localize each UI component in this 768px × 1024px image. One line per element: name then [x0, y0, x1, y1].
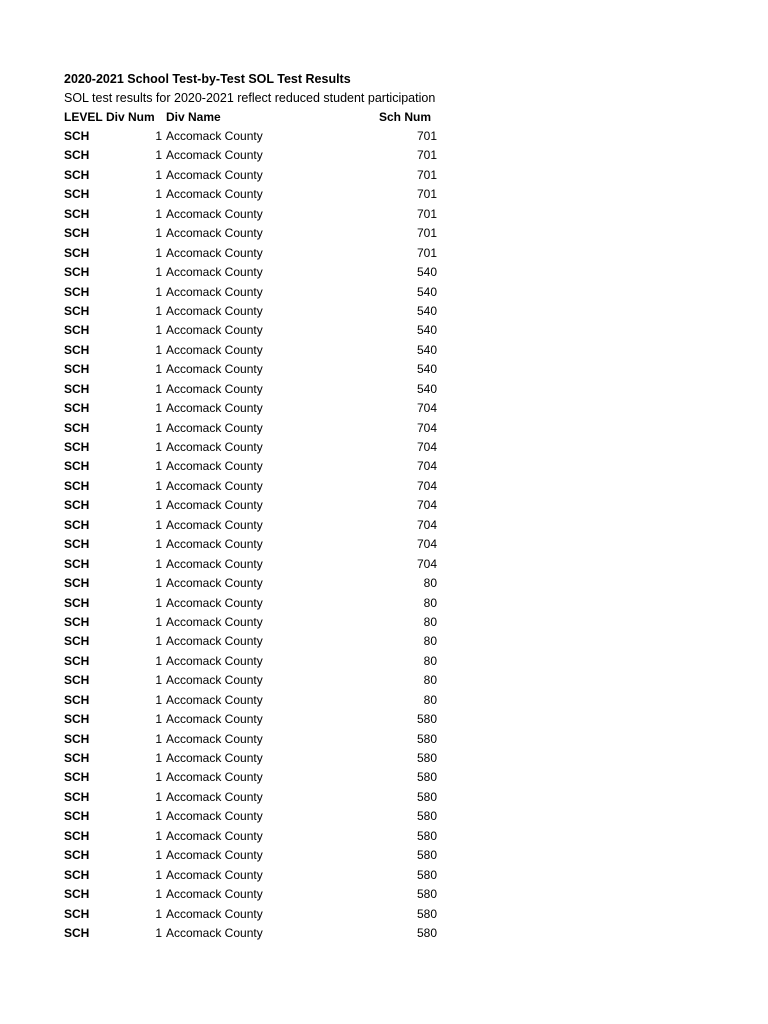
cell-div-name: Accomack County — [166, 673, 263, 688]
cell-level: SCH — [64, 381, 90, 396]
table-row — [0, 632, 768, 651]
table-row — [0, 341, 768, 360]
cell-sch-num: 580 — [416, 867, 437, 882]
cell-div-num: 1 — [155, 634, 162, 649]
table-row — [0, 302, 768, 321]
cell-div-name: Accomack County — [166, 478, 263, 493]
cell-sch-num: 580 — [416, 887, 437, 902]
cell-level: SCH — [64, 653, 90, 668]
cell-div-num: 1 — [155, 848, 162, 863]
data-table-body — [0, 127, 768, 943]
cell-sch-num: 540 — [416, 303, 437, 318]
table-row — [0, 827, 768, 846]
cell-level: SCH — [64, 556, 90, 571]
table-row — [0, 671, 768, 690]
cell-div-num: 1 — [155, 478, 162, 493]
cell-div-name: Accomack County — [166, 265, 263, 280]
cell-div-num: 1 — [155, 420, 162, 435]
cell-div-name: Accomack County — [166, 789, 263, 804]
cell-div-name: Accomack County — [166, 712, 263, 727]
cell-div-num: 1 — [155, 576, 162, 591]
cell-level: SCH — [64, 323, 90, 338]
table-row — [0, 457, 768, 476]
cell-sch-num: 704 — [416, 537, 437, 552]
cell-level: SCH — [64, 887, 90, 902]
cell-div-num: 1 — [155, 867, 162, 882]
cell-div-num: 1 — [155, 362, 162, 377]
cell-div-num: 1 — [155, 925, 162, 940]
cell-level: SCH — [64, 284, 90, 299]
cell-div-name: Accomack County — [166, 303, 263, 318]
cell-div-num: 1 — [155, 595, 162, 610]
cell-level: SCH — [64, 576, 90, 591]
cell-div-name: Accomack County — [166, 284, 263, 299]
cell-div-num: 1 — [155, 401, 162, 416]
cell-sch-num: 540 — [416, 265, 437, 280]
cell-level: SCH — [64, 401, 90, 416]
table-row — [0, 283, 768, 302]
cell-div-name: Accomack County — [166, 634, 263, 649]
cell-div-num: 1 — [155, 653, 162, 668]
cell-div-num: 1 — [155, 323, 162, 338]
cell-sch-num: 704 — [416, 556, 437, 571]
cell-div-name: Accomack County — [166, 129, 263, 143]
column-header-sch-num: Sch Num — [379, 110, 432, 124]
cell-level: SCH — [64, 906, 90, 921]
table-row — [0, 807, 768, 826]
table-row — [0, 905, 768, 924]
cell-div-num: 1 — [155, 284, 162, 299]
cell-div-num: 1 — [155, 206, 162, 221]
cell-sch-num: 580 — [416, 848, 437, 863]
sheet-subtitle: SOL test results for 2020-2021 reflect reduced student participation — [64, 91, 436, 105]
cell-div-name: Accomack County — [166, 770, 263, 785]
cell-div-num: 1 — [155, 673, 162, 688]
column-header-level: LEVEL — [64, 110, 103, 124]
cell-sch-num: 580 — [416, 828, 437, 843]
cell-div-name: Accomack County — [166, 245, 263, 260]
cell-div-num: 1 — [155, 129, 162, 143]
cell-level: SCH — [64, 809, 90, 824]
cell-level: SCH — [64, 498, 90, 513]
cell-level: SCH — [64, 770, 90, 785]
cell-level: SCH — [64, 751, 90, 765]
table-row — [0, 516, 768, 535]
cell-sch-num: 704 — [416, 401, 437, 416]
cell-level: SCH — [64, 789, 90, 804]
cell-div-name: Accomack County — [166, 576, 263, 591]
cell-div-num: 1 — [155, 789, 162, 804]
table-row — [0, 496, 768, 515]
table-row — [0, 768, 768, 787]
cell-sch-num: 704 — [416, 459, 437, 474]
table-row — [0, 127, 768, 146]
cell-level: SCH — [64, 848, 90, 863]
cell-sch-num: 580 — [416, 770, 437, 785]
cell-div-num: 1 — [155, 187, 162, 202]
cell-level: SCH — [64, 537, 90, 552]
cell-div-num: 1 — [155, 226, 162, 241]
cell-sch-num: 580 — [416, 906, 437, 921]
cell-div-name: Accomack County — [166, 420, 263, 435]
cell-div-num: 1 — [155, 303, 162, 318]
cell-sch-num: 580 — [416, 731, 437, 746]
cell-div-name: Accomack County — [166, 653, 263, 668]
cell-div-num: 1 — [155, 381, 162, 396]
cell-sch-num: 701 — [416, 206, 437, 221]
cell-level: SCH — [64, 692, 90, 707]
cell-div-num: 1 — [155, 148, 162, 163]
cell-level: SCH — [64, 828, 90, 843]
cell-level: SCH — [64, 634, 90, 649]
cell-div-name: Accomack County — [166, 537, 263, 552]
cell-level: SCH — [64, 245, 90, 260]
cell-div-name: Accomack County — [166, 595, 263, 610]
table-row — [0, 613, 768, 632]
cell-level: SCH — [64, 226, 90, 241]
cell-level: SCH — [64, 517, 90, 532]
cell-div-name: Accomack County — [166, 556, 263, 571]
cell-div-name: Accomack County — [166, 362, 263, 377]
cell-div-name: Accomack County — [166, 887, 263, 902]
cell-level: SCH — [64, 595, 90, 610]
cell-div-num: 1 — [155, 712, 162, 727]
table-row — [0, 710, 768, 729]
cell-sch-num: 580 — [416, 809, 437, 824]
sheet-title: 2020-2021 School Test-by-Test SOL Test Results — [64, 72, 351, 86]
cell-level: SCH — [64, 478, 90, 493]
cell-div-name: Accomack County — [166, 614, 263, 629]
cell-level: SCH — [64, 440, 90, 454]
table-row — [0, 146, 768, 165]
cell-sch-num: 80 — [423, 692, 437, 707]
cell-div-num: 1 — [155, 498, 162, 513]
table-row — [0, 360, 768, 379]
cell-div-name: Accomack County — [166, 206, 263, 221]
table-row — [0, 224, 768, 243]
cell-div-name: Accomack County — [166, 692, 263, 707]
cell-sch-num: 80 — [423, 595, 437, 610]
cell-sch-num: 701 — [416, 167, 437, 182]
cell-div-name: Accomack County — [166, 226, 263, 241]
cell-div-name: Accomack County — [166, 731, 263, 746]
cell-div-name: Accomack County — [166, 867, 263, 882]
cell-div-num: 1 — [155, 167, 162, 182]
cell-level: SCH — [64, 420, 90, 435]
cell-div-name: Accomack County — [166, 148, 263, 163]
cell-div-num: 1 — [155, 614, 162, 629]
table-row — [0, 166, 768, 185]
cell-sch-num: 540 — [416, 362, 437, 377]
cell-div-name: Accomack County — [166, 187, 263, 202]
table-row — [0, 730, 768, 749]
table-row — [0, 691, 768, 710]
cell-div-name: Accomack County — [166, 925, 263, 940]
cell-div-name: Accomack County — [166, 342, 263, 357]
cell-sch-num: 701 — [416, 129, 437, 143]
table-row — [0, 652, 768, 671]
table-row — [0, 185, 768, 204]
cell-sch-num: 80 — [423, 673, 437, 688]
table-row — [0, 885, 768, 904]
table-row — [0, 419, 768, 438]
cell-div-num: 1 — [155, 440, 162, 454]
cell-div-name: Accomack County — [166, 167, 263, 182]
cell-level: SCH — [64, 362, 90, 377]
table-row — [0, 924, 768, 943]
cell-div-name: Accomack County — [166, 440, 263, 454]
cell-div-num: 1 — [155, 751, 162, 765]
cell-sch-num: 704 — [416, 440, 437, 454]
cell-div-num: 1 — [155, 556, 162, 571]
table-row — [0, 205, 768, 224]
table-row — [0, 321, 768, 340]
table-row — [0, 244, 768, 263]
cell-sch-num: 80 — [423, 576, 437, 591]
cell-level: SCH — [64, 129, 90, 143]
table-row — [0, 866, 768, 885]
cell-sch-num: 704 — [416, 498, 437, 513]
cell-sch-num: 580 — [416, 751, 437, 765]
cell-level: SCH — [64, 187, 90, 202]
cell-level: SCH — [64, 303, 90, 318]
cell-div-num: 1 — [155, 692, 162, 707]
cell-sch-num: 80 — [423, 653, 437, 668]
cell-sch-num: 580 — [416, 789, 437, 804]
cell-sch-num: 580 — [416, 925, 437, 940]
cell-level: SCH — [64, 148, 90, 163]
table-row — [0, 535, 768, 554]
cell-div-num: 1 — [155, 828, 162, 843]
cell-sch-num: 701 — [416, 187, 437, 202]
cell-sch-num: 701 — [416, 245, 437, 260]
table-row — [0, 477, 768, 496]
column-header-div-num: Div Num — [106, 110, 155, 124]
cell-level: SCH — [64, 459, 90, 474]
cell-div-name: Accomack County — [166, 906, 263, 921]
table-row — [0, 555, 768, 574]
cell-div-name: Accomack County — [166, 517, 263, 532]
cell-div-name: Accomack County — [166, 751, 263, 765]
cell-sch-num: 704 — [416, 420, 437, 435]
cell-div-num: 1 — [155, 245, 162, 260]
cell-div-num: 1 — [155, 537, 162, 552]
cell-sch-num: 80 — [423, 614, 437, 629]
cell-div-num: 1 — [155, 342, 162, 357]
cell-div-name: Accomack County — [166, 809, 263, 824]
table-row — [0, 788, 768, 807]
cell-sch-num: 704 — [416, 478, 437, 493]
cell-sch-num: 540 — [416, 284, 437, 299]
cell-level: SCH — [64, 614, 90, 629]
table-row — [0, 594, 768, 613]
cell-sch-num: 701 — [416, 148, 437, 163]
cell-div-num: 1 — [155, 517, 162, 532]
cell-level: SCH — [64, 167, 90, 182]
cell-div-num: 1 — [155, 906, 162, 921]
table-row — [0, 263, 768, 282]
cell-div-name: Accomack County — [166, 459, 263, 474]
cell-sch-num: 540 — [416, 381, 437, 396]
cell-div-name: Accomack County — [166, 498, 263, 513]
cell-level: SCH — [64, 265, 90, 280]
cell-div-name: Accomack County — [166, 381, 263, 396]
table-row — [0, 574, 768, 593]
cell-level: SCH — [64, 731, 90, 746]
cell-sch-num: 704 — [416, 517, 437, 532]
cell-div-num: 1 — [155, 770, 162, 785]
cell-div-num: 1 — [155, 887, 162, 902]
cell-level: SCH — [64, 925, 90, 940]
column-header-div-name: Div Name — [166, 110, 221, 124]
cell-div-num: 1 — [155, 731, 162, 746]
cell-level: SCH — [64, 342, 90, 357]
cell-sch-num: 701 — [416, 226, 437, 241]
cell-div-name: Accomack County — [166, 401, 263, 416]
cell-div-name: Accomack County — [166, 828, 263, 843]
table-row — [0, 399, 768, 418]
table-row — [0, 749, 768, 768]
table-row — [0, 438, 768, 457]
cell-level: SCH — [64, 867, 90, 882]
cell-sch-num: 580 — [416, 712, 437, 727]
cell-div-num: 1 — [155, 809, 162, 824]
cell-div-num: 1 — [155, 265, 162, 280]
table-row — [0, 380, 768, 399]
cell-level: SCH — [64, 673, 90, 688]
cell-div-num: 1 — [155, 459, 162, 474]
cell-level: SCH — [64, 206, 90, 221]
cell-div-name: Accomack County — [166, 848, 263, 863]
cell-sch-num: 80 — [423, 634, 437, 649]
cell-sch-num: 540 — [416, 323, 437, 338]
cell-sch-num: 540 — [416, 342, 437, 357]
cell-level: SCH — [64, 712, 90, 727]
cell-div-name: Accomack County — [166, 323, 263, 338]
table-row — [0, 846, 768, 865]
